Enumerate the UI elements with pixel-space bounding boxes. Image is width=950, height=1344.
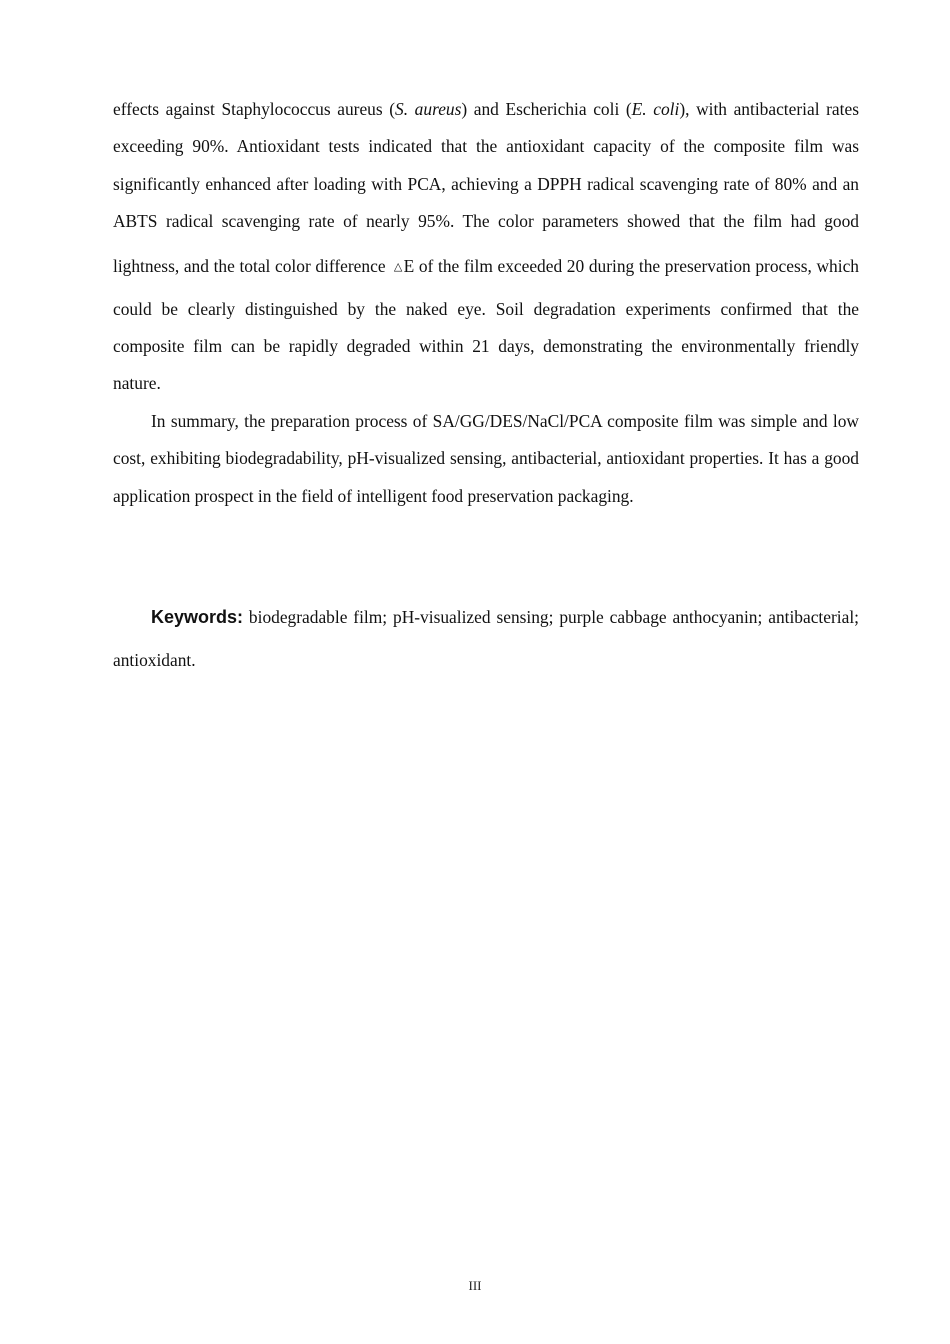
paragraph-1-text-a: effects against Staphylococcus aureus ( [113, 99, 396, 119]
paragraph-1-text-b: ) and Escherichia coli ( [461, 99, 632, 119]
paragraph-1-text-d: E of the film exceeded 20 during the preservation process, which could be clearly distinguished by the naked eye. Soil degradation experiments confirmed that the composite film can be rapidly degraded within 21 days, demonstrating the environmentally friendly nature. [113, 255, 859, 394]
keywords-block [113, 596, 859, 682]
abstract-body [113, 91, 859, 515]
page-number: III [468, 1278, 482, 1293]
keywords-label: Keywords: [151, 607, 244, 627]
delta-icon: △ [393, 259, 403, 273]
species-name-e-coli: E. coli [631, 99, 680, 119]
keywords-list: biodegradable film; pH-visualized sensing; purple cabbage anthocyanin; antibacterial; antioxidant. [113, 607, 859, 670]
species-name-s-aureus: S. aureus [395, 99, 462, 119]
abstract-paragraph-1 [113, 91, 859, 403]
paragraph-1-text-c: ), with antibacterial rates exceeding 90%. Antioxidant tests indicated that the antioxidant capacity of the composite film was significantly enhanced after loading with PCA, achieving a DPPH radical scavenging rate of 80% and an ABTS radical scavenging rate of nearly 95%. The color parameters showed that the film had good lightness, and the total color difference [113, 99, 859, 276]
abstract-paragraph-2: In summary, the preparation process of SA/GG/DES/NaCl/PCA composite film was simple and low cost, exhibiting biodegradability, pH-visualized sensing, antibacterial, antioxidant properties. It has a good application prospect in the field of intelligent food preservation packaging. [113, 410, 859, 506]
